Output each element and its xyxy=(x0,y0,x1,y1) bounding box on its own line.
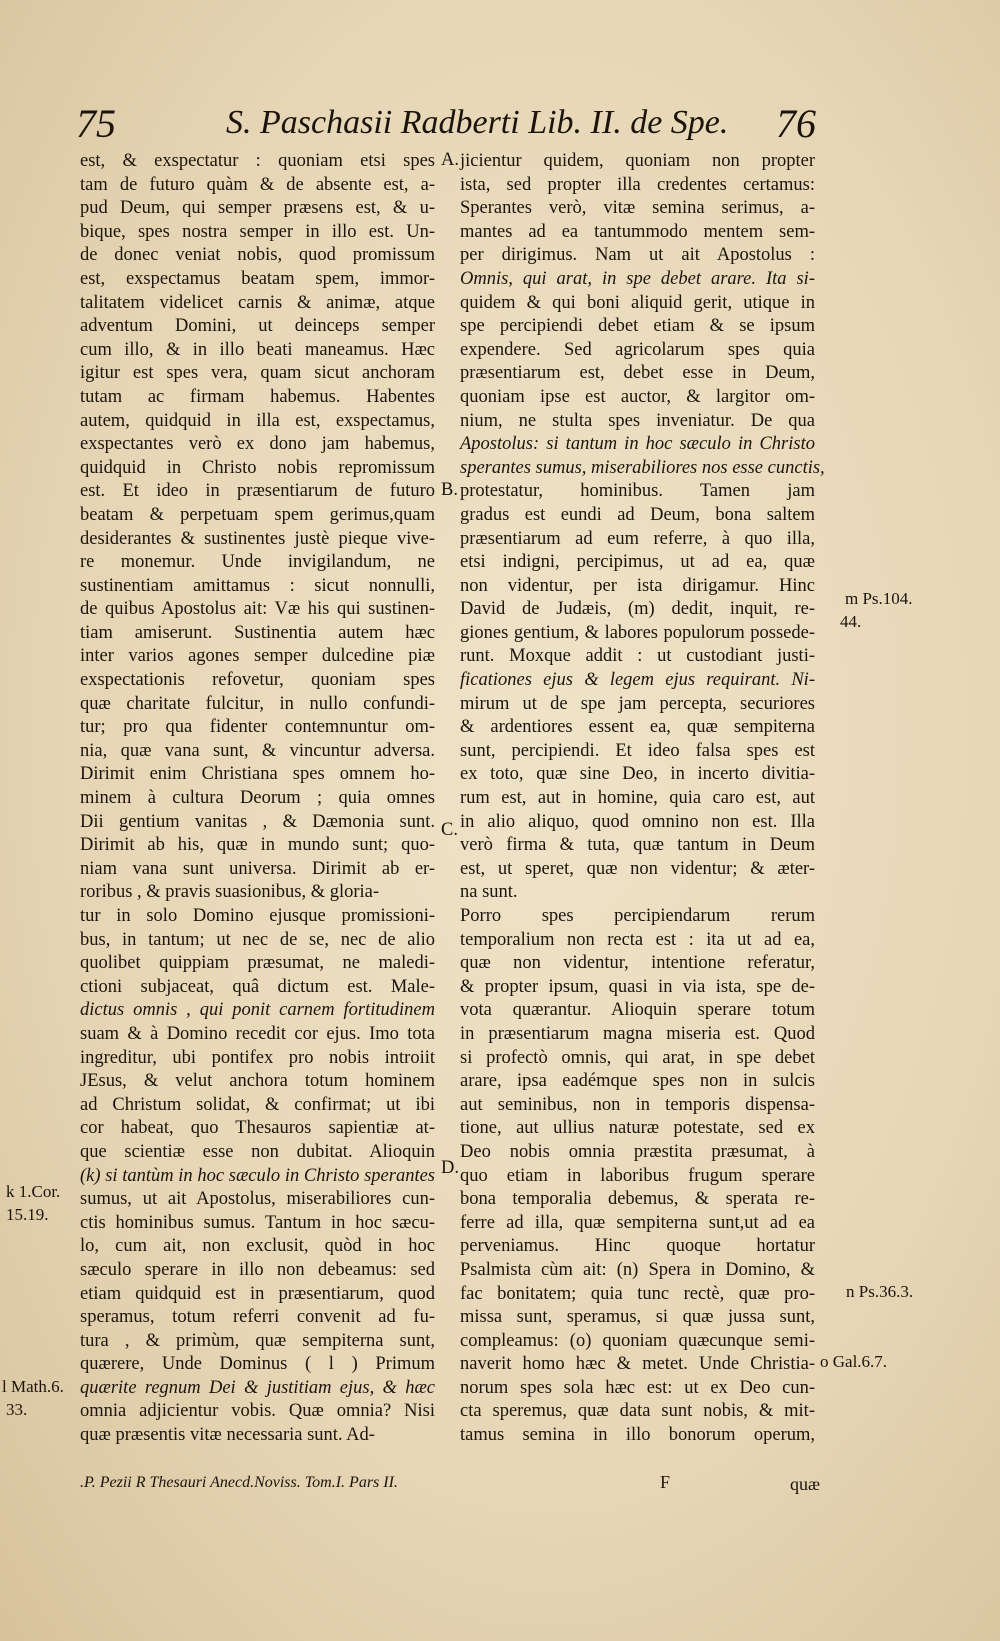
text-line: JEsus, & velut anchora totum hominem xyxy=(80,1071,435,1092)
text-line: norum spes sola hæc est: ut ex Deo cun- xyxy=(460,1377,815,1398)
text-line: de donec veniat nobis, quod promissum xyxy=(80,245,435,266)
text-line: in præsentiarum magna miseria est. Quod xyxy=(460,1023,815,1044)
page-number-left: 75 xyxy=(76,101,116,146)
text-line: quolibet quippiam præsumat, ne maledi- xyxy=(80,953,435,974)
text-line: Dii gentium vanitas , & Dæmonia sunt. xyxy=(80,811,435,832)
right-column xyxy=(460,150,825,1448)
text-line: rum est, aut in homine, quia caro est, aut xyxy=(460,788,815,809)
text-line: sperantes sumus, miserabiliores nos esse cunctis, xyxy=(460,457,825,478)
text-line: naverit homo hæc & metet. Unde Christia- xyxy=(460,1354,815,1375)
text-line: præsentiarum ad eum referre, à quo illa, xyxy=(460,528,815,549)
text-line: tam de futuro quàm & de absente est, a- xyxy=(80,174,435,195)
text-line: gradus est eundi ad Deum, bona saltem xyxy=(460,504,815,525)
text-line: mantes ad ea tantummodo mentem sem- xyxy=(460,221,815,242)
text-line: ingreditur, ubi pontifex pro nobis introiit xyxy=(80,1047,435,1068)
section-marker-a: A. xyxy=(441,150,459,170)
text-line: in alio aliquo, quod omnino non est. Illa xyxy=(460,811,815,832)
text-line: perveniamus. Hinc quoque hortatur xyxy=(460,1236,815,1257)
running-title: S. Paschasii Radberti Lib. II. de Spe. xyxy=(226,104,729,141)
text-line: minem à cultura Deorum ; quia omnes xyxy=(80,788,435,809)
text-line: sæculo sperare in illo non debeamus: sed xyxy=(80,1259,435,1280)
text-line: de quibus Apostolus ait: Væ his qui sustinen- xyxy=(80,599,435,620)
text-line: protestatur, hominibus. Tamen jam xyxy=(460,481,815,502)
text-line: expendere. Sed agricolarum spes quia xyxy=(460,339,815,360)
text-line: tur; pro qua fidenter contemnuntur om- xyxy=(80,717,435,738)
margin-note-m: m Ps.104. xyxy=(845,589,913,608)
text-line: re monemur. Unde invigilandum, ne xyxy=(80,552,435,573)
text-line: que scientiæ esse non dubitat. Alioquin xyxy=(80,1141,435,1162)
text-line: quidem & qui boni aliquid gerit, utique in xyxy=(460,292,815,313)
text-line: na sunt. xyxy=(460,882,518,903)
text-line: Porro spes percipiendarum rerum xyxy=(460,906,815,926)
text-line: ex toto, quæ sine Deo, in incerto divitia- xyxy=(460,764,815,785)
text-line: quærere, Unde Dominus ( l ) Primum xyxy=(80,1354,435,1375)
signature-mark: F xyxy=(660,1472,671,1492)
text-line: tur in solo Domino ejusque promissioni- xyxy=(80,906,435,926)
text-line: nium, ne stulta spes inveniatur. De qua xyxy=(460,410,815,431)
page-header xyxy=(76,100,816,148)
margin-note-n: n Ps.36.3. xyxy=(846,1282,914,1301)
text-line: sumus, ut ait Apostolus, miserabiliores cun- xyxy=(80,1189,435,1210)
text-line: bus, in tantum; ut nec de se, nec de alio xyxy=(80,929,435,950)
text-line: giones gentium, & labores populorum possede- xyxy=(460,622,815,643)
text-line: niam vana sunt universa. Dirimit ab er- xyxy=(80,858,435,879)
text-line: nia, quæ vana sunt, & vincuntur adversa. xyxy=(80,740,435,761)
text-line: Dirimit enim Christiana spes omnem ho- xyxy=(80,764,435,785)
left-column xyxy=(80,150,435,1448)
text-line: Sperantes verò, vitæ semina serimus, a- xyxy=(460,198,815,219)
margin-note-m-line2: 44. xyxy=(840,612,862,631)
text-line: est. Et ideo in præsentiarum de futuro xyxy=(80,481,435,502)
text-line: ctioni subjaceat, quâ dictum est. Male- xyxy=(80,976,435,997)
text-line: & propter ipsum, quasi in via ista, spe de- xyxy=(460,976,815,997)
text-line: tione, aut ullius naturæ potestate, sed ex xyxy=(460,1118,815,1139)
page-footer xyxy=(80,1474,820,1498)
text-line: quæ charitate fulcitur, in nullo confundi- xyxy=(80,693,435,714)
text-line: cta speremus, quæ data sunt nobis, & mit- xyxy=(460,1401,815,1422)
text-line: quærite regnum Dei & justitiam ejus, & hæc xyxy=(80,1377,435,1398)
text-line: etsi indigni, percipimus, ut ad ea, quæ xyxy=(460,552,815,573)
text-line: tamus semina in illo bonorum operum, xyxy=(460,1425,815,1446)
text-line: adventum Domini, ut deinceps semper xyxy=(80,316,435,337)
text-line: spe percipiendi debet etiam & se ipsum xyxy=(460,316,815,337)
text-line: igitur est spes vera, quam sicut anchoram xyxy=(80,363,435,384)
text-line: bique, spes nostra semper in illo est. Un- xyxy=(80,221,435,242)
text-line: ferre ad illa, quæ sempiterna sunt,ut ad ea xyxy=(460,1212,815,1233)
section-marker-d: D. xyxy=(441,1158,459,1178)
text-line: & ardentiores essent ea, quæ sempiterna xyxy=(460,717,815,738)
text-line: Omnis, qui arat, in spe debet arare. Ita si- xyxy=(460,268,815,289)
text-line: quæ non videntur, intentione referatur, xyxy=(460,953,815,974)
text-line: fac bonitatem; quia tunc rectè, quæ pro- xyxy=(460,1283,815,1304)
text-line: quidquid in Christo nobis repromissum xyxy=(80,457,435,478)
text-line: tura , & primùm, quæ sempiterna sunt, xyxy=(80,1330,435,1351)
text-line: Apostolus: si tantum in hoc sæculo in Christo xyxy=(460,434,815,455)
text-line: per dirigimus. Nam ut ait Apostolus : xyxy=(460,245,815,266)
text-line: compleamus: (o) quoniam quæcunque semi- xyxy=(460,1330,815,1351)
text-line: omnia adjicientur vobis. Quæ omnia? Nisi xyxy=(80,1401,435,1422)
margin-note-o: o Gal.6.7. xyxy=(820,1352,888,1371)
text-line: mirum ut de spe jam percepta, securiores xyxy=(460,693,815,714)
margin-note-l-line2: 33. xyxy=(6,1400,28,1419)
text-line: quæ præsentis vitæ necessaria sunt. Ad- xyxy=(80,1425,375,1446)
text-line: verò firma & tuta, quæ tantum in Deum xyxy=(460,835,815,856)
text-line: ad Christum solidat, & confirmat; ut ibi xyxy=(80,1094,435,1115)
text-line: Dirimit ab his, quæ in mundo sunt; quo- xyxy=(80,835,435,856)
text-line: ficationes ejus & legem ejus requirant. Ni- xyxy=(460,670,815,691)
text-line: tiam amiserunt. Sustinentia autem hæc xyxy=(80,622,435,643)
text-line: est, & exspectatur : quoniam etsi spes xyxy=(80,151,435,171)
text-line: præsentiarum est, debet esse in Deum, xyxy=(460,363,815,384)
text-line: aut seminibus, non in temporis dispensa- xyxy=(460,1094,815,1115)
footer-source: .P. Pezii R Thesauri Anecd.Noviss. Tom.I. Pars II. xyxy=(80,1474,398,1491)
text-line: cor habeat, quo Thesauros sapientiæ at- xyxy=(80,1118,435,1139)
text-line: arare, ipsa eadémque spes non in sulcis xyxy=(460,1071,815,1092)
text-line: Deo nobis omnia præstita præsumat, à xyxy=(460,1141,815,1162)
text-line: speramus, totum referri convenit ad fu- xyxy=(80,1307,435,1328)
text-line: sunt, percipiendi. Et ideo falsa spes est xyxy=(460,740,815,761)
text-line: David de Judæis, (m) dedit, inquit, re- xyxy=(460,599,815,620)
margin-note-l: l Math.6. xyxy=(2,1377,64,1396)
text-line: pud Deum, qui semper præsens est, & u- xyxy=(80,198,435,219)
text-line: Psalmista cùm ait: (n) Spera in Domino, & xyxy=(460,1259,815,1280)
text-line: sustinentiam amittamus : sicut nonnulli, xyxy=(80,575,435,596)
text-line: exspectantes verò ex dono jam habemus, xyxy=(80,434,435,455)
text-line: missa sunt, speramus, si quæ jussa sunt, xyxy=(460,1307,815,1328)
text-line: ista, sed propter illa credentes certamus: xyxy=(460,174,815,195)
margin-note-k: k 1.Cor. xyxy=(6,1182,61,1201)
text-line: vota quærantur. Alioquin sperare totum xyxy=(460,1000,815,1021)
text-line: ctis hominibus sumus. Tantum in hoc sæcu- xyxy=(80,1212,435,1233)
text-line: quoniam ipse est auctor, & largitor om- xyxy=(460,386,815,407)
text-line: quo etiam in laboribus frugum sperare xyxy=(460,1165,815,1186)
section-marker-b: B. xyxy=(441,480,458,500)
section-marker-c: C. xyxy=(441,820,458,840)
text-line: non videntur, per ista dirigamur. Hinc xyxy=(460,575,815,596)
text-line: cum illo, & in illo beati maneamus. Hæc xyxy=(80,339,435,360)
text-line: roribus , & pravis suasionibus, & gloria- xyxy=(80,882,380,903)
text-line: runt. Moxque addit : ut custodiant justi- xyxy=(460,646,815,667)
text-line: si profectò omnis, qui arat, in spe debet xyxy=(460,1047,815,1068)
catchword: quæ xyxy=(789,1474,820,1494)
text-line: temporalium non recta est : ita ut ad ea, xyxy=(460,929,815,950)
text-line: est, ut speret, quæ non videntur; & æter- xyxy=(460,858,815,879)
text-line: talitatem videlicet carnis & animæ, atque xyxy=(80,292,435,313)
text-line: tutam ac firmam habemus. Habentes xyxy=(80,386,435,407)
text-line: jicientur quidem, quoniam non propter xyxy=(460,151,815,171)
margin-note-k-line2: 15.19. xyxy=(6,1205,49,1224)
text-line: beatam & perpetuam spem gerimus,quam xyxy=(80,504,435,525)
page-number-right: 76 xyxy=(776,101,816,146)
text-line: exspectationis refovetur, quoniam spes xyxy=(80,670,435,691)
text-line: bona temporalia debemus, & sperata re- xyxy=(460,1189,815,1210)
text-line: est, exspectamus beatam spem, immor- xyxy=(80,268,435,289)
text-line: inter varios agones semper dulcedine piæ xyxy=(80,646,435,667)
text-line: suam & à Domino recedit cor ejus. Imo tota xyxy=(80,1023,435,1044)
text-line: desiderantes & sustinentes justè pieque vive- xyxy=(80,528,435,549)
text-line: (k) si tantùm in hoc sæculo in Christo sperantes xyxy=(80,1165,435,1186)
text-line: autem, quidquid in illa est, exspectamus, xyxy=(80,410,435,431)
text-line: etiam quidquid est in præsentiarum, quod xyxy=(80,1283,435,1304)
text-line: lo, cum ait, non exclusit, quòd in hoc xyxy=(80,1236,435,1257)
text-line: dictus omnis , qui ponit carnem fortitudinem xyxy=(80,1000,435,1021)
